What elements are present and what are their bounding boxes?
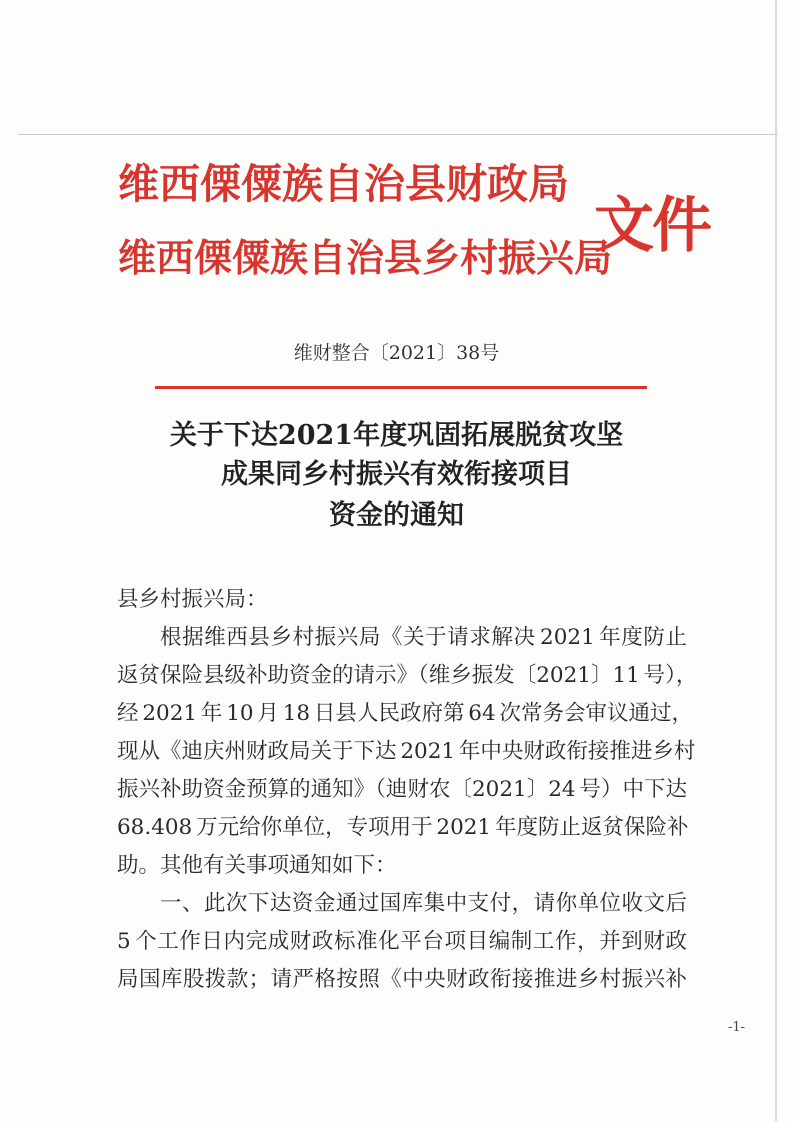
addressee: 县乡村振兴局：	[117, 587, 268, 612]
document-body	[117, 581, 698, 999]
red-divider	[155, 386, 647, 389]
body-line: 振兴补助资金预算的通知》（迪财农〔2021〕24 号）中下达	[117, 777, 687, 802]
body-line: 一、此次下达资金通过国库集中支付，请你单位收文后	[160, 891, 687, 916]
issuer-line-1: 维西傈僳族自治县财政局	[118, 160, 569, 208]
document-type: 文件	[594, 191, 710, 261]
scan-edge-line	[775, 0, 777, 1121]
page-number: -1-	[728, 1020, 746, 1035]
title-line-3: 资金的通知	[329, 500, 464, 531]
title-line-2: 成果同乡村振兴有效衔接项目	[221, 459, 572, 490]
issuer-line-2: 维西傈僳族自治县乡村振兴局	[118, 235, 613, 280]
scan-edge-line	[18, 134, 778, 135]
body-line: 68.408 万元给你单位，专项用于 2021 年度防止返贫保险补	[117, 815, 689, 840]
body-line: 根据维西县乡村振兴局《关于请求解决 2021 年度防止	[160, 625, 687, 650]
body-line: 助。其他有关事项通知如下：	[117, 853, 397, 878]
body-line: 局国库股拨款；请严格按照《中央财政衔接推进乡村振兴补	[117, 967, 687, 992]
body-line: 返贫保险县级补助资金的请示》（维乡振发〔2021〕11 号），	[117, 663, 698, 688]
document-number: 维财整合〔2021〕38号	[293, 342, 500, 364]
body-line: 5 个工作日内完成财政标准化平台项目编制工作，并到财政	[117, 929, 687, 954]
body-line: 经 2021 年 10 月 18 日县人民政府第 64 次常务会审议通过，	[117, 701, 693, 726]
body-line: 现从《迪庆州财政局关于下达 2021 年中央财政衔接推进乡村	[117, 739, 696, 764]
title-line-1: 关于下达2021年度巩固拓展脱贫攻坚	[169, 420, 624, 451]
